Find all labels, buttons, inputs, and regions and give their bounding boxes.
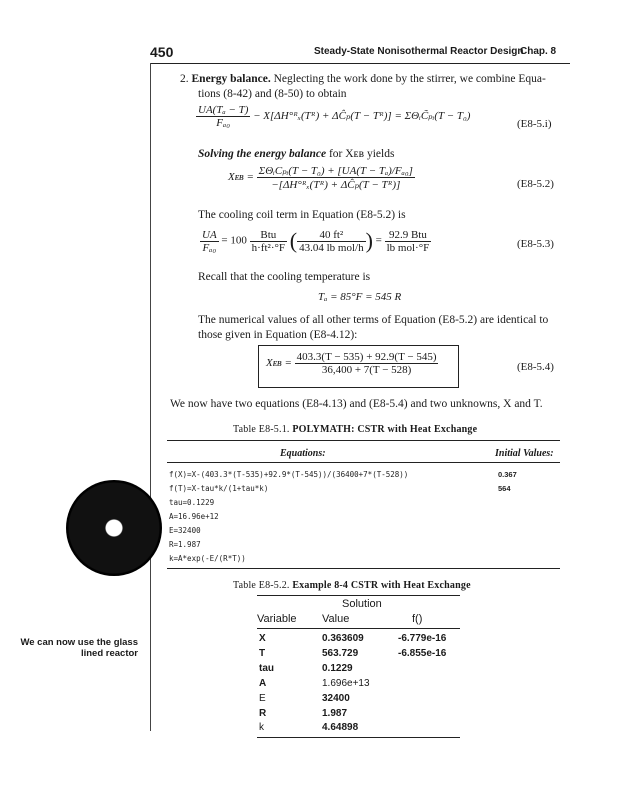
table1-col-initial: Initial Values:	[495, 448, 554, 459]
step-text-1: Neglecting the work done by the stirrer, we combine Equa-	[273, 73, 546, 85]
cooling-result-den: lb mol·°F	[386, 241, 430, 254]
table2-cell-var: A	[259, 678, 267, 689]
table2-cell-value: 563.729	[322, 648, 359, 659]
table2-cell-var: E	[259, 693, 266, 704]
table2-cell-f: -6.779e-16	[398, 633, 447, 644]
table2-cell-value: 32400	[322, 693, 350, 704]
table2-cell-value: 1.987	[322, 708, 348, 719]
eq2-label: (E8-5.2)	[517, 178, 554, 190]
cooling-f2-den: 43.04 lb mol/h	[299, 241, 364, 254]
two-equations-text: We now have two equations (E8-4.13) and (E8-5.4) and two unknowns, X and T.	[170, 398, 543, 410]
equation-e8-5-3	[200, 228, 431, 254]
table2-rule-bottom	[257, 737, 460, 738]
left-paren: (	[289, 228, 298, 253]
eq3-label: (E8-5.3)	[517, 238, 554, 250]
numerical-line-2: those given in Equation (E8-4.12):	[198, 329, 358, 341]
margin-rule	[150, 63, 151, 731]
eq4-denominator: 36,400 + 7(T − 528)	[321, 364, 412, 376]
eq1-denominator: Fₐ₀	[216, 117, 231, 129]
table2-cell-value: 0.363609	[322, 633, 364, 644]
table2-cell-var: T	[259, 648, 266, 659]
cd-disc-icon	[66, 480, 162, 576]
table2-title	[233, 580, 471, 591]
cooling-eq-a: = 100	[221, 234, 247, 247]
table2-caption: Example 8-4 CSTR with Heat Exchange	[292, 580, 471, 591]
table2-cell-var: R	[259, 708, 267, 719]
table1-row-init: 564	[498, 484, 511, 493]
step2-paragraph	[180, 72, 560, 87]
step-number: 2.	[180, 73, 189, 85]
table1-title	[233, 424, 477, 435]
table2-col-fo: f()	[412, 613, 423, 625]
table2-cell-value: 0.1229	[322, 663, 353, 674]
table2-cell-value: 4.64898	[322, 722, 359, 733]
table2-col-value: Value	[322, 613, 350, 625]
cooling-result-num: 92.9 Btu	[385, 229, 432, 242]
table1-row-init: 0.367	[498, 470, 517, 479]
cooling-eq-b: =	[375, 234, 382, 247]
cooling-f1	[250, 229, 287, 254]
table1-rule-bottom	[167, 568, 560, 569]
eq1-fraction	[196, 104, 250, 129]
right-paren: )	[365, 228, 373, 253]
cooling-result	[385, 229, 432, 254]
table1-row-eq: A=16.96e+12	[169, 512, 219, 521]
solving-rest: for Xᴇʙ yields	[328, 148, 395, 160]
eq2-denominator: −[ΔH°ᴿₓ(Tᴿ) + ΔĈₚ(T − Tᴿ)]	[271, 179, 401, 191]
page-header	[0, 44, 631, 64]
step-heading: Energy balance.	[191, 73, 271, 85]
cooling-f1-den: h·ft²·°F	[251, 241, 286, 254]
eq2-fraction	[257, 164, 415, 191]
eq4-numerator: 403.3(T − 535) + 92.9(T − 545)	[296, 351, 437, 363]
table2-cell-var: X	[259, 633, 266, 644]
cooling-lhs-num: UA	[202, 228, 217, 241]
solving-line	[198, 147, 394, 162]
table1-row-eq: k=A*exp(-E/(R*T))	[169, 554, 246, 563]
table2-label: Table E8-5.2.	[233, 580, 290, 591]
table2-col-solution: Solution	[342, 598, 382, 610]
header-rule	[150, 63, 570, 64]
table2-col-variable: Variable	[257, 613, 297, 625]
cooling-intro: The cooling coil term in Equation (E8-5.2) is	[198, 209, 406, 221]
table1-row-eq: R=1.987	[169, 540, 201, 549]
eq4-lhs: Xᴇʙ =	[266, 357, 292, 370]
table2-cell-value: 1.696e+13	[322, 678, 370, 689]
eq4-label: (E8-5.4)	[517, 361, 554, 373]
table1-label: Table E8-5.1.	[233, 424, 290, 435]
cooling-f1-num: Btu	[250, 229, 287, 242]
table1-row-eq: f(X)=X-(403.3*(T-535)+92.9*(T-545))/(36400+7*(T-528))	[169, 470, 409, 479]
cooling-lhs-den: Fₐ₀	[202, 241, 217, 254]
table1-rule-top	[167, 440, 560, 441]
eq2-numerator: ΣΘᵢCₚᵢ(T − T₀) + [UA(T − Tₐ)/Fₐ₀]	[258, 165, 413, 177]
table2-rule-top	[257, 595, 460, 596]
table1-row-eq: E=32400	[169, 526, 201, 535]
cooling-temp-equation: Tₐ = 85°F = 545 R	[318, 291, 402, 303]
table1-caption: POLYMATH: CSTR with Heat Exchange	[292, 424, 478, 435]
eq4-fraction	[295, 351, 439, 376]
solving-italic: Solving the energy balance	[198, 148, 327, 160]
eq1-numerator: UA(Tₐ − T)	[198, 104, 249, 116]
step2-text-2: tions (8-42) and (8-50) to obtain	[198, 88, 347, 100]
cooling-f2-num: 40 ft²	[297, 229, 365, 242]
table1-row-eq: tau=0.1229	[169, 498, 215, 507]
page-number: 450	[150, 44, 174, 60]
eq1-label: (E8-5.i)	[517, 118, 552, 130]
table2-cell-var: k	[259, 722, 264, 733]
equation-e8-5-4	[266, 351, 438, 376]
table2-rule-mid	[257, 628, 460, 629]
equation-e8-5-2	[228, 164, 415, 191]
recall-text: Recall that the cooling temperature is	[198, 271, 371, 283]
table1-row-eq: f(T)=X-tau*k/(1+tau*k)	[169, 484, 269, 493]
numerical-line-1: The numerical values of all other terms of Equation (E8-5.2) are identical to	[198, 314, 549, 326]
table2-cell-var: tau	[259, 663, 274, 674]
table1-col-equations: Equations:	[280, 448, 326, 459]
table2-cell-f: -6.855e-16	[398, 648, 447, 659]
table1-rule-mid	[167, 462, 560, 463]
eq1-rhs: − X[ΔH°ᴿₓ(Tᴿ) + ΔĈₚ(T − Tᴿ)] = ΣΘᵢC̃ₚᵢ(T − T₀)	[253, 110, 471, 123]
running-title: Steady-State Nonisothermal Reactor Design	[314, 46, 524, 57]
cooling-f2	[297, 229, 365, 254]
cooling-lhs	[200, 229, 219, 254]
equation-e8-5-1	[196, 104, 470, 129]
eq2-lhs: Xᴇʙ =	[228, 171, 254, 184]
chapter-label: Chap. 8	[520, 46, 557, 57]
margin-side-note: We can now use the glass lined reactor	[20, 637, 138, 659]
